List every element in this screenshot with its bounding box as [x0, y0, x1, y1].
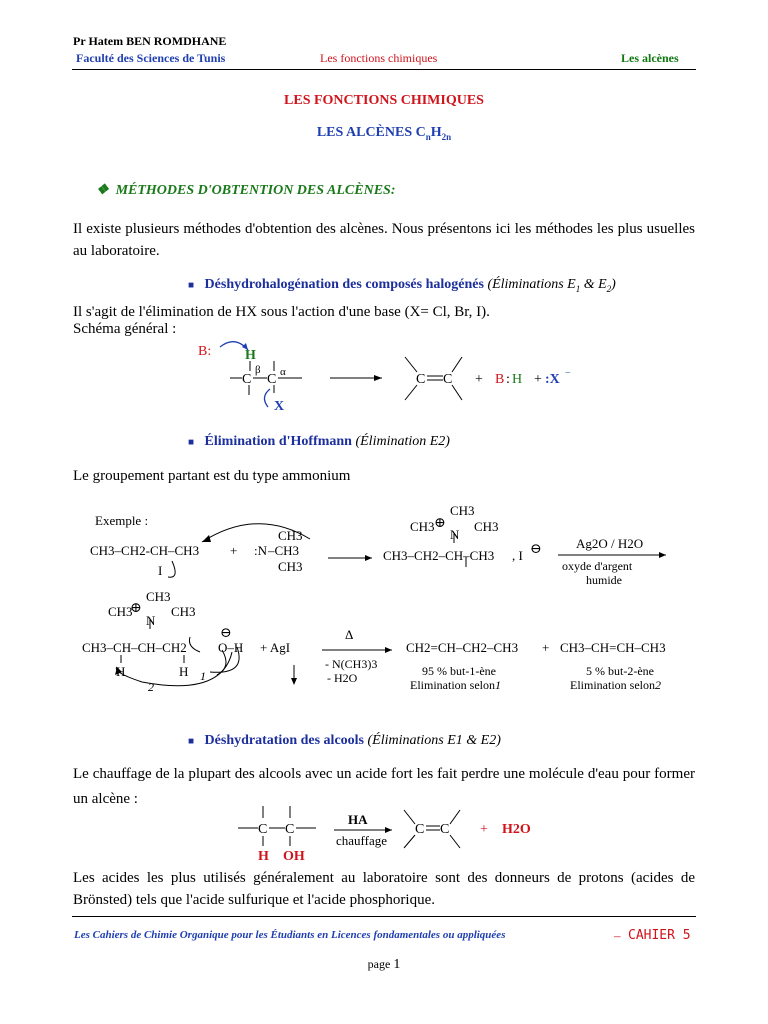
q-ch3-left: CH3: [108, 604, 133, 619]
iodo-atom: I: [158, 563, 163, 578]
section3-subtitle: (Éliminations E1 & E2): [367, 733, 501, 748]
section3-line1: Le chauffage de la plupart des alcools avec un acide fort les fait perdre une molécule d'eau pour former un alcène :: [73, 766, 695, 807]
scheme3-diagram: [230, 800, 550, 868]
salt-ch3-left: CH3: [410, 519, 435, 534]
alkene-bond-ur: [450, 810, 460, 824]
plus-1: +: [475, 372, 483, 387]
reagent-bottom-2: humide: [586, 573, 622, 587]
product-1: CH2=CH–CH2–CH3: [406, 640, 519, 655]
base-label: B:: [198, 344, 212, 359]
section2-subtitle: (Élimination E2): [355, 434, 450, 449]
methods-heading: [96, 182, 395, 199]
arrowhead-3: [365, 555, 372, 561]
elim-1-text: Elimination selon: [410, 678, 495, 692]
footer-rule: [72, 916, 696, 917]
alkene-bond-lr: [450, 835, 460, 848]
example-label: Exemple :: [95, 513, 149, 528]
bh-b: B: [495, 372, 505, 387]
alkene-c2: C: [443, 372, 453, 387]
scheme2-diagram: [72, 497, 696, 702]
reagent-bottom-1: oxyde d'argent: [562, 559, 633, 573]
subtitle-sub-2n: 2n: [441, 131, 452, 142]
elim-path-2: [570, 678, 661, 693]
product-2: CH3–CH=CH–CH3: [560, 640, 666, 655]
q-ch3-top: CH3: [146, 589, 171, 604]
section1-close: ): [611, 277, 616, 292]
reactant-formula: CH3–CH2-CH–CH3: [90, 543, 200, 558]
lost-water: - H2O: [327, 671, 358, 685]
yield-2: 5 % but-2-ène: [586, 664, 654, 678]
alkene-bond-ur: [452, 357, 462, 372]
curved-arrow-ch2: [189, 637, 200, 652]
oh-group: OH: [283, 849, 305, 864]
c1: C: [258, 822, 268, 837]
subtitle-sub-n: n: [425, 131, 431, 142]
c-beta: C: [242, 372, 252, 387]
h-atom: H: [258, 849, 269, 864]
section1-amp: & E: [580, 277, 607, 292]
salt-ch3-top: CH3: [450, 503, 475, 518]
scheme1-diagram: [190, 335, 610, 415]
section1-sub1: 1: [575, 283, 581, 294]
section1-line1: Il s'agit de l'élimination de HX sous l'action d'une base (X= Cl, Br, I).: [73, 304, 490, 320]
plus-circle-icon: ⊕: [130, 601, 142, 616]
plus-2: +: [534, 372, 542, 387]
p-c1: C: [415, 822, 425, 837]
delta-symbol: Δ: [345, 627, 354, 642]
section1-heading: [188, 277, 616, 294]
page-num: 1: [393, 957, 401, 972]
arrow-label-2: 2: [148, 680, 154, 694]
plus-products: +: [542, 640, 550, 655]
header-rule: [72, 69, 696, 70]
footer-left: Les Cahiers de Chimie Organique pour les Étudiants en Licences fondamentales ou appliquées: [74, 929, 506, 941]
plus-water: +: [480, 822, 488, 837]
square-bullet-icon: ■: [188, 280, 195, 291]
minus-circle-icon: ⊖: [220, 626, 232, 641]
alkene-bond-ll: [405, 385, 417, 400]
author-name: Pr Hatem BEN ROMDHANE: [73, 34, 227, 48]
methods-heading-text: MÉTHODES D'OBTENTION DES ALCÈNES:: [115, 183, 396, 198]
q-h2: H: [179, 664, 189, 679]
amine-ch3-bot: CH3: [278, 559, 303, 574]
subtitle-text: LES ALCÈNES C: [316, 125, 426, 140]
page-title: LES FONCTIONS CHIMIQUES: [284, 93, 484, 108]
q-chain: CH3–CH–CH–CH2: [82, 640, 187, 655]
elim-1-num: 1: [495, 678, 501, 692]
elim-2-num: 2: [655, 678, 661, 692]
arrow-label-1: 1: [200, 669, 206, 683]
x-atom: X: [274, 399, 285, 414]
c-alpha: C: [267, 372, 277, 387]
section2-line1: Le groupement partant est du type ammonium: [73, 468, 351, 484]
square-bullet-icon: ■: [188, 437, 195, 448]
section3-heading: [188, 733, 501, 749]
faculty-name: Faculté des Sciences de Tunis: [76, 51, 226, 65]
section1-line2: Schéma général :: [73, 321, 177, 337]
bh-colon: :: [506, 372, 510, 387]
halide-ion: :X: [545, 372, 560, 387]
curved-arrow-2: [116, 652, 232, 686]
arrowhead-6: [291, 678, 297, 685]
q-h1: H: [116, 664, 126, 679]
elim-2-text: Elimination selon: [570, 678, 655, 692]
section1-title: Déshydrohalogénation des composés halogénés: [204, 277, 484, 292]
lost-amine: - N(CH3)3: [325, 657, 378, 671]
water: H2O: [502, 822, 531, 837]
yield-1: 95 % but-1-ène: [422, 664, 496, 678]
q-ch3-right: CH3: [171, 604, 196, 619]
amine-ch3-top: CH3: [278, 528, 303, 543]
footer-cahier: CAHIER 5: [628, 928, 691, 943]
halide-charge: −: [565, 368, 571, 379]
reagent: HA: [348, 812, 368, 827]
h-atom: H: [245, 348, 256, 363]
salt-chain: CH3–CH2–CH–CH3: [383, 548, 495, 563]
header-topic: Les alcènes: [621, 51, 679, 65]
section2-title: Élimination d'Hoffmann: [204, 434, 352, 449]
section1-sub2: 2: [606, 283, 612, 294]
c2: C: [285, 822, 295, 837]
page-number: [0, 957, 768, 973]
p-c2: C: [440, 822, 450, 837]
amine-n: :N: [254, 543, 267, 558]
alkene-c1: C: [416, 372, 426, 387]
elim-path-1: [410, 678, 501, 693]
arrowhead-2: [374, 375, 382, 381]
arrowhead-7: [385, 647, 392, 653]
alkene-bond-ul: [405, 357, 417, 372]
subtitle-h: H: [430, 125, 442, 140]
arrow-c-x: [264, 389, 270, 407]
alkene-bond-ll: [404, 835, 415, 848]
arrowhead-n: [202, 535, 211, 542]
plus-circle-icon: ⊕: [434, 516, 446, 531]
square-bullet-icon: ■: [188, 736, 195, 747]
alpha-label: α: [280, 366, 286, 378]
header-section: Les fonctions chimiques: [320, 51, 438, 65]
closing-paragraph: Les acides les plus utilisés généralement au laboratoire sont des donneurs de protons (acides de Brönsted) tels que l'acide sulfurique et l'acide phosphorique.: [73, 870, 695, 908]
page-subtitle: [0, 125, 768, 142]
arrowhead-4: [659, 552, 666, 558]
page-label: page: [367, 957, 391, 971]
plus-agi: + AgI: [260, 640, 291, 655]
bh-h: H: [512, 372, 523, 387]
section3-title: Déshydratation des alcools: [204, 733, 364, 748]
methods-intro: Il existe plusieurs méthodes d'obtention des alcènes. Nous présentons ici les méthodes les plus usuelles au laboratoire.: [73, 221, 695, 259]
plus-amine: +: [230, 543, 238, 558]
diamond-bullet-icon: ❖: [96, 183, 109, 198]
section1-subtitle: (Éliminations E: [487, 277, 576, 292]
hydroxide: O–H: [218, 640, 244, 655]
salt-n: N: [450, 527, 460, 542]
amine-ch3-mid: –CH3: [268, 543, 300, 558]
q-n: N: [146, 613, 156, 628]
condition: chauffage: [336, 833, 388, 848]
curved-arrow-iodide: [168, 561, 175, 577]
salt-iodide: , I: [512, 548, 523, 563]
reagent-top: Ag2O / H2O: [576, 536, 644, 551]
footer-dash: –: [614, 928, 621, 943]
salt-ch3-right: CH3: [474, 519, 499, 534]
alkene-bond-lr: [452, 385, 462, 400]
section2-heading: [188, 434, 450, 450]
minus-circle-icon: ⊖: [530, 542, 542, 557]
beta-label: β: [255, 364, 261, 376]
alkene-bond-ul: [404, 810, 415, 824]
